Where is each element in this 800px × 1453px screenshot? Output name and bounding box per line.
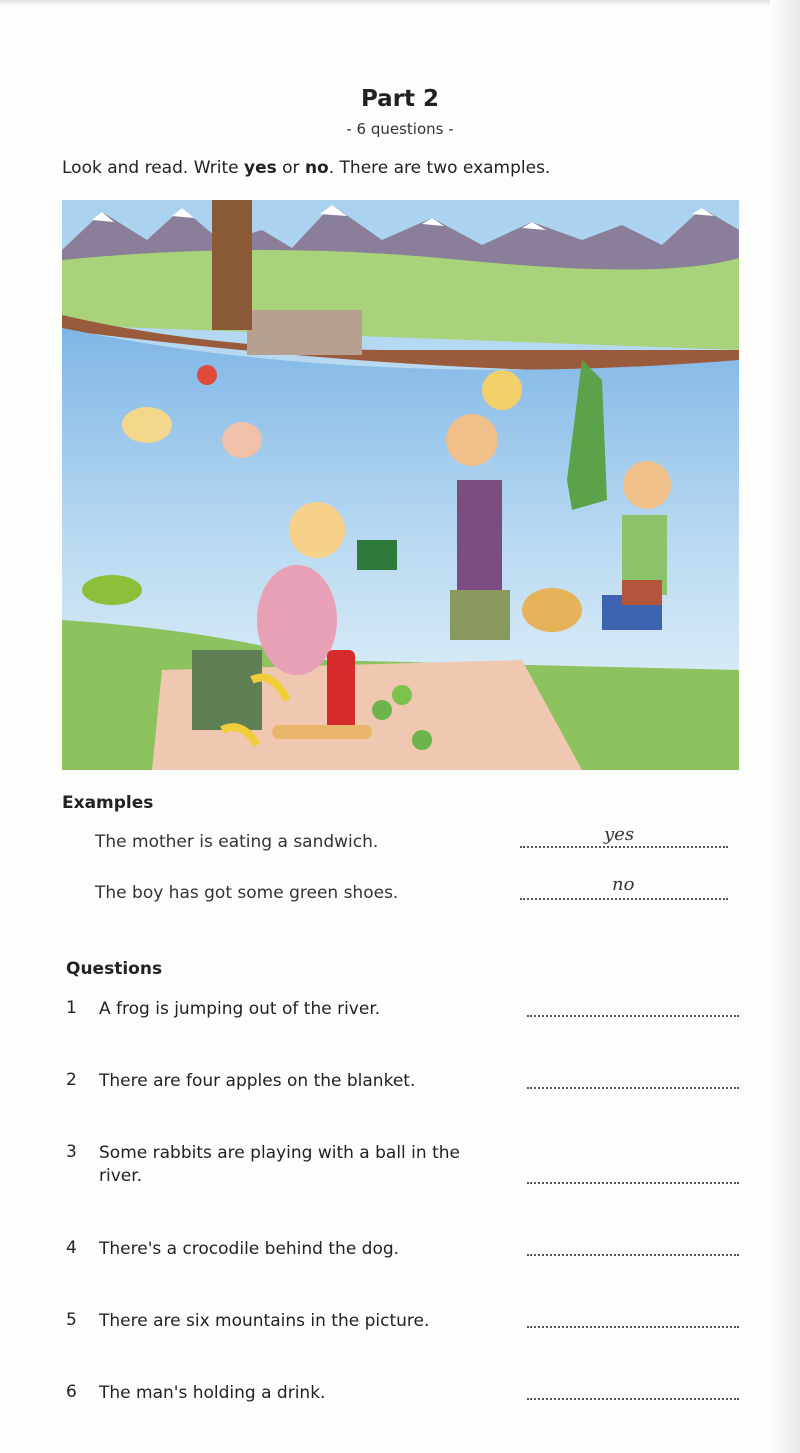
example-1-text: The mother is eating a sandwich. — [95, 832, 379, 852]
example-2-answer: no — [612, 874, 635, 895]
question-5-answer-line[interactable] — [527, 1316, 739, 1328]
examples-heading: Examples — [62, 793, 154, 813]
question-2-answer-line[interactable] — [527, 1077, 739, 1089]
question-2-number: 2 — [66, 1070, 77, 1090]
instruction-text-3: . There are two examples. — [328, 158, 551, 178]
question-5-text: There are six mountains in the picture. — [99, 1311, 430, 1331]
page-binding-edge — [770, 0, 800, 1453]
question-1-text: A frog is jumping out of the river. — [99, 999, 381, 1019]
question-6-text: The man's holding a drink. — [99, 1383, 326, 1403]
question-5-number: 5 — [66, 1310, 77, 1330]
question-6-answer-line[interactable] — [527, 1388, 739, 1400]
question-4-text: There's a crocodile behind the dog. — [99, 1239, 400, 1259]
question-1-answer-line[interactable] — [527, 1005, 739, 1017]
instruction-text-1: Look and read. Write — [62, 158, 244, 178]
page-top-edge — [0, 0, 800, 6]
question-4-number: 4 — [66, 1238, 77, 1258]
page-title: Part 2 — [360, 86, 440, 112]
instruction-no: no — [304, 158, 329, 178]
question-6-number: 6 — [66, 1382, 77, 1402]
example-2-text: The boy has got some green shoes. — [95, 883, 399, 903]
example-1-answer: yes — [604, 824, 635, 845]
question-4-answer-line[interactable] — [527, 1244, 739, 1256]
picnic-illustration — [62, 200, 739, 770]
question-3-answer-line[interactable] — [527, 1172, 739, 1184]
instruction-yes: yes — [244, 158, 277, 178]
questions-heading: Questions — [66, 959, 163, 979]
instruction-text-2: or — [276, 158, 305, 178]
question-3-text: Some rabbits are playing with a ball in the river. — [99, 1143, 460, 1186]
question-3-number: 3 — [66, 1142, 77, 1162]
question-1-number: 1 — [66, 998, 77, 1018]
instruction — [62, 158, 550, 178]
page-subtitle: - 6 questions - — [346, 120, 454, 138]
question-2-text: There are four apples on the blanket. — [99, 1071, 416, 1091]
